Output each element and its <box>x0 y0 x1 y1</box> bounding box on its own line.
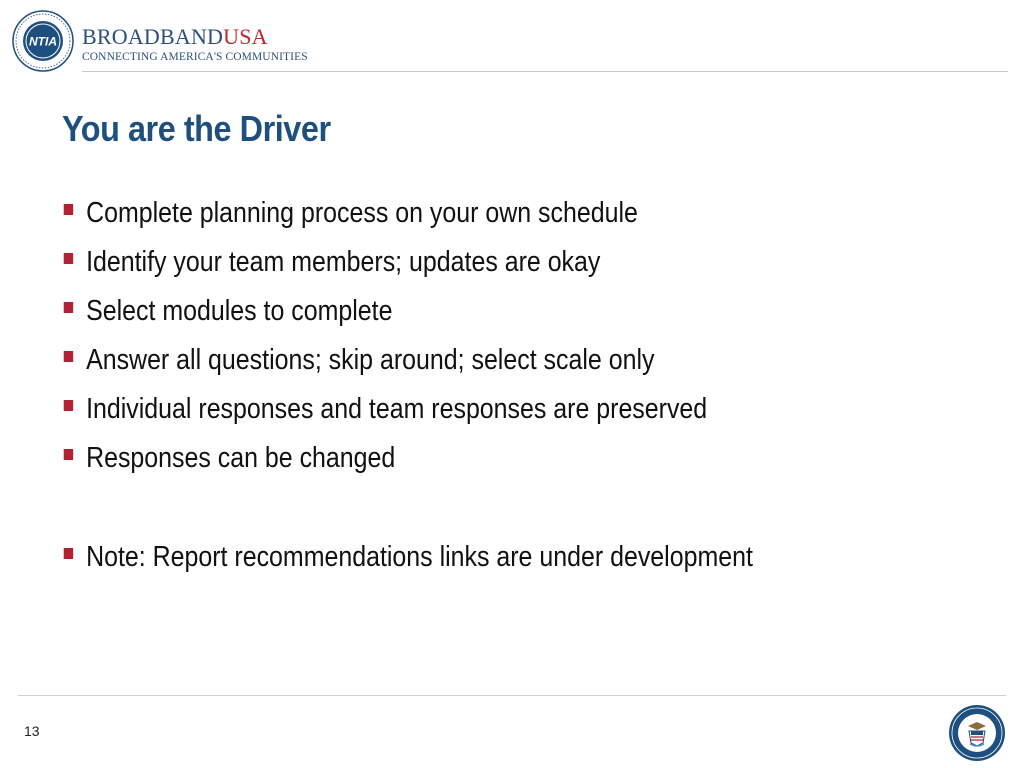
bullet-item <box>62 392 707 441</box>
bullet-text: Select modules to complete <box>86 295 393 327</box>
note-text: Note: Report recommendations links are under development <box>86 541 753 573</box>
brand-name <box>82 26 308 48</box>
brand-name-main: BROADBAND <box>82 24 224 49</box>
bullet-text: Responses can be changed <box>86 442 396 474</box>
brand-logo <box>82 26 308 64</box>
bullet-text: Identify your team members; updates are okay <box>86 246 601 278</box>
bullet-item <box>62 196 707 245</box>
note-list <box>62 540 753 574</box>
footer-divider <box>18 695 1006 696</box>
department-of-commerce-seal-icon <box>948 704 1006 762</box>
brand-name-accent: USA <box>223 24 268 49</box>
square-bullet-icon <box>64 449 73 460</box>
bullet-text: Complete planning process on your own schedule <box>86 197 638 229</box>
slide-header <box>0 0 1024 72</box>
bullet-list <box>62 196 707 490</box>
square-bullet-icon <box>64 302 73 313</box>
page-number: 13 <box>24 723 40 739</box>
ntia-seal-icon <box>12 10 74 72</box>
ntia-seal-text: NTIA <box>29 34 57 49</box>
square-bullet-icon <box>64 400 73 411</box>
square-bullet-icon <box>64 204 73 215</box>
square-bullet-icon <box>64 548 73 559</box>
note-item <box>62 540 753 574</box>
bullet-item <box>62 441 707 490</box>
square-bullet-icon <box>64 253 73 264</box>
brand-tagline: CONNECTING AMERICA'S COMMUNITIES <box>82 51 308 63</box>
bullet-item <box>62 343 707 392</box>
bullet-text: Answer all questions; skip around; select scale only <box>86 344 655 376</box>
bullet-item <box>62 245 707 294</box>
slide-title: You are the Driver <box>62 108 331 149</box>
square-bullet-icon <box>64 351 73 362</box>
bullet-text: Individual responses and team responses are preserved <box>86 393 708 425</box>
bullet-item <box>62 294 707 343</box>
header-divider <box>82 71 1008 72</box>
